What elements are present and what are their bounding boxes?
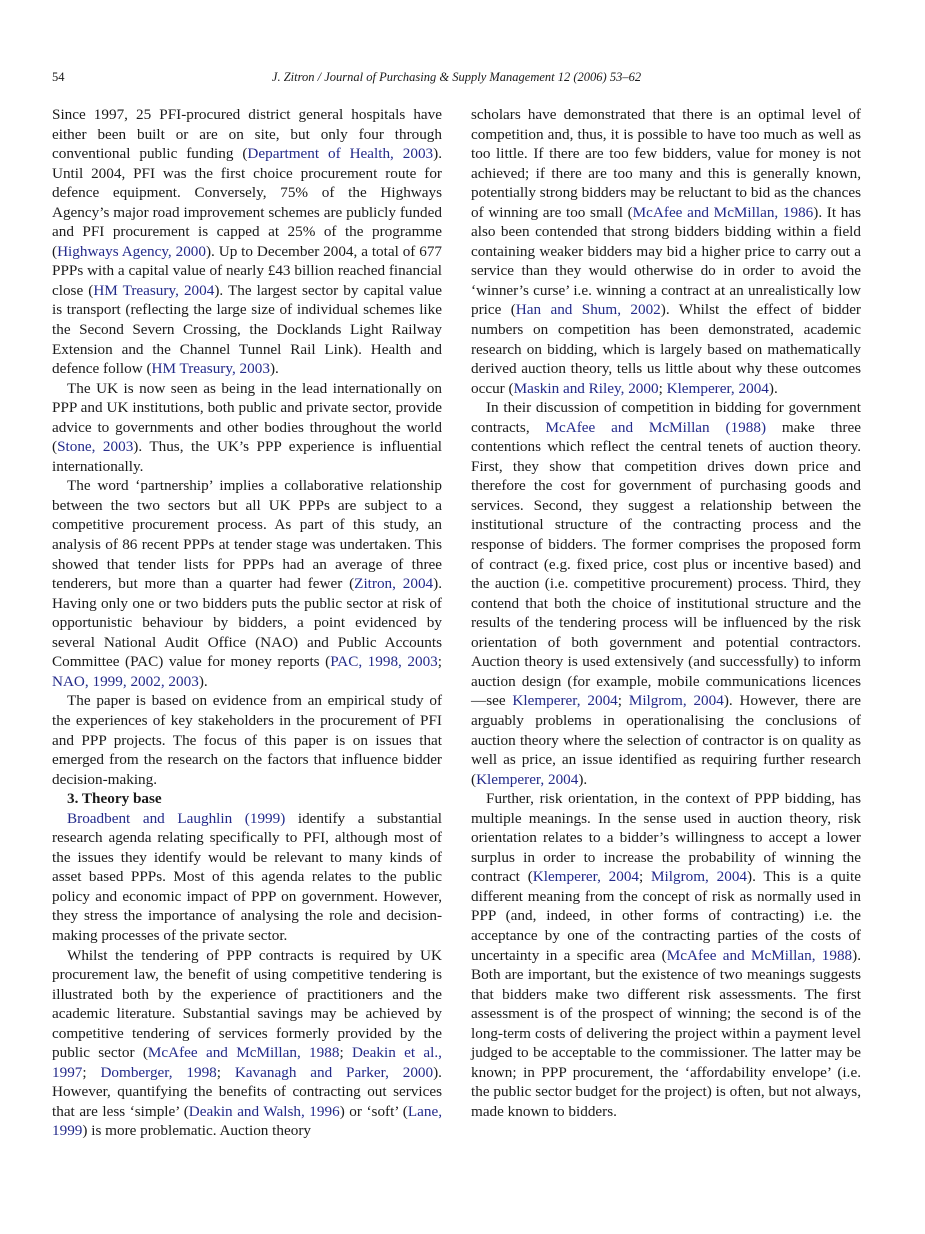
right-column bbox=[471, 105, 861, 1121]
citation-link[interactable]: HM Treasury, 2003 bbox=[151, 360, 270, 378]
section-heading: 3. Theory base bbox=[67, 790, 162, 808]
citation-link[interactable]: Domberger, 1998 bbox=[100, 1063, 217, 1081]
right-paragraphs bbox=[471, 105, 861, 1121]
citation-link[interactable]: Kavanagh and Parker, 2000 bbox=[234, 1063, 434, 1081]
body-text: The paper is based on evidence from an empirical study of the experiences of key stakeholders in the procurement of PFI and PPP projects. The focus of this paper is on issues that emerged from the research on the factors that influence bidder decision-making. bbox=[52, 692, 442, 788]
citation-link[interactable]: McAfee and McMillan, 1988 bbox=[147, 1044, 340, 1062]
body-text: ). bbox=[768, 379, 778, 397]
citation-link[interactable]: NAO, 1999, 2002, 2003 bbox=[52, 672, 199, 690]
body-text: ). Whilst the effect of bidder numbers on competition has been demonstrated, academic research on bidding, which is largely based on mathematically derived auction theory, tells us little about why these outcomes occur ( bbox=[471, 301, 861, 397]
body-text: ; bbox=[82, 1063, 101, 1081]
body-text: ) or ‘soft’ ( bbox=[339, 1102, 408, 1120]
paragraph bbox=[52, 809, 442, 946]
body-text: ). Both are important, but the existence of two meanings suggests that bidders make two different risk assessments. The first assessment is of the prospect of winning; the second is of the long-term costs of delivering the project within a payment level judged to be acceptable to the commissioner. The latter may be known; in PPP procurement, the ‘affordability envelope’ (i.e. the public sector budget for the project) is often, but not always, made known to bidders. bbox=[471, 946, 861, 1120]
paragraph bbox=[52, 105, 442, 379]
body-text: In their discussion of competition in bidding for government contracts, bbox=[471, 399, 861, 436]
citation-link[interactable]: Klemperer, 2004 bbox=[532, 868, 640, 886]
body-text: Whilst the tendering of PPP contracts is required by UK procurement law, the benefit of using competitive tendering is illustrated both by the experience of practitioners and the academic literature. Substantial savings may be achieved by competitive tendering of services formerly provided by the public sector ( bbox=[52, 946, 442, 1062]
paragraph bbox=[52, 476, 442, 691]
body-text: scholars have demonstrated that there is an optimal level of competition and, thus, it is possible to have too much as well as too little. If there are too few bidders, value for money is not achieved; if there are too many and this is generally known, potentially strong bidders may be reluctant to bid as the chances of winning are too small ( bbox=[471, 106, 861, 221]
citation-link[interactable]: Klemperer, 2004 bbox=[666, 379, 769, 397]
body-text: ). However, quantifying the benefits of contracting out services that are less ‘simple’ ( bbox=[52, 1063, 442, 1120]
citation-link[interactable]: Highways Agency, 2000 bbox=[57, 242, 206, 260]
body-text: ; bbox=[216, 1063, 235, 1081]
citation-link[interactable]: McAfee and McMillan, 1988 bbox=[666, 946, 853, 964]
body-text: ; bbox=[658, 379, 667, 397]
left-paragraphs bbox=[52, 105, 442, 789]
citation-link[interactable]: Han and Shum, 2002 bbox=[515, 301, 661, 319]
page-number: 54 bbox=[52, 70, 65, 84]
citation-link[interactable]: Klemperer, 2004 bbox=[512, 692, 618, 710]
running-head bbox=[52, 70, 861, 90]
paragraph bbox=[52, 691, 442, 789]
body-text: ). Having only one or two bidders puts the public sector at risk of opportunistic behaviour by bidders, a point evidenced by several National Audit Office (NAO) and Public Accounts Committee (PAC) value for money reports ( bbox=[52, 575, 442, 671]
body-text: Since 1997, 25 PFI-procured district general hospitals have either been built or are on site, but only four through conventional public funding ( bbox=[52, 106, 442, 163]
citation-link[interactable]: Broadbent and Laughlin (1999) bbox=[67, 809, 286, 827]
body-text: ). Up to December 2004, a total of 677 PPPs with a capital value of nearly £43 billion reached financial close ( bbox=[52, 242, 443, 299]
body-text: ). bbox=[198, 672, 208, 690]
citation-link[interactable]: HM Treasury, 2004 bbox=[93, 281, 215, 299]
left-column bbox=[52, 105, 442, 1141]
body-text: ; bbox=[339, 1044, 352, 1062]
citation-link[interactable]: McAfee and McMillan (1988) bbox=[545, 418, 766, 436]
citation-link[interactable]: Deakin and Walsh, 1996 bbox=[188, 1102, 340, 1120]
citation-link[interactable]: Milgrom, 2004 bbox=[651, 868, 748, 886]
paragraph bbox=[471, 789, 861, 1121]
citation-link[interactable]: Maskin and Riley, 2000 bbox=[513, 379, 659, 397]
body-text: ). It has also been contended that strong bidders bidding within a field containing weaker bidders may bid a higher price to carry out a service than they would otherwise do in order to avoid the ‘winner’s curse’ i.e. winning a contract at an unrealistically low price ( bbox=[471, 203, 861, 319]
body-text: ). bbox=[578, 770, 588, 788]
citation-link[interactable]: McAfee and McMillan, 1986 bbox=[632, 203, 814, 221]
citation-link[interactable]: Department of Health, 2003 bbox=[247, 145, 434, 163]
body-text: ; bbox=[437, 653, 443, 671]
body-text: ) is more problematic. Auction theory bbox=[82, 1122, 311, 1140]
body-text: Further, risk orientation, in the context of PPP bidding, has multiple meanings. In the sense used in auction theory, risk orientation relates to a bidder’s willingness to accept a lower surplus in order to increase the probability of winning the contract ( bbox=[471, 790, 861, 886]
body-text: ). The largest sector by capital value is transport (reflecting the large size of individual schemes like the Second Severn Crossing, the Docklands Light Railway Extension and the Channel Tunnel Rail Link). Health and defence follow ( bbox=[52, 281, 443, 378]
paragraph bbox=[471, 105, 861, 398]
citation-link[interactable]: Deakin et al., 1997 bbox=[52, 1044, 442, 1081]
body-text: identify a substantial research agenda relating specifically to PFI, although most of the issues they identify would be relevant to many kinds of asset based PPPs. Most of this agenda relates to the public policy and economic impact of PPP on government. However, they stress the importance of analysing the role and decision-making processes of the private sector. bbox=[52, 809, 442, 944]
body-text: ). Until 2004, PFI was the first choice procurement route for defence equipment. Conversely, 75% of the Highways Agency’s major road improvement schemes are publicly funded and PFI procurement is capped at 25% of the programme ( bbox=[52, 145, 442, 260]
paragraph bbox=[52, 379, 442, 477]
journal-reference: J. Zitron / Journal of Purchasing & Supply Management 12 (2006) 53–62 bbox=[271, 70, 642, 84]
body-text: ). This is a quite different meaning from the concept of risk as normally used in PPP (and, indeed, in other forms of contracting) i.e. the acceptance by one of the contracting parties of the costs of uncertainty in a specific area ( bbox=[471, 868, 861, 964]
body-text: ). bbox=[269, 360, 279, 378]
body-text: make three contentions which reflect the central tenets of auction theory. First, they show that competition drives down price and therefore the cost for government of purchasing goods and services. Second, they suggest a relationship between the institutional structure of the contracting process and the response of bidders. The former comprises the proposed form of contract (e.g. fixed price, cost plus or incentive based) and the auction (i.e. competitive procurement) process. Third, they contend that both the choice of institutional structure and the results of the tendering process will be influenced by the risk orientation of both government and potential contractors. Auction theory is used extensively (and successfully) to inform auction design (for example, mobile communications licences—see bbox=[471, 418, 861, 710]
body-text: The word ‘partnership’ implies a collaborative relationship between the two sectors but all UK PPPs are subject to a competitive procurement process. As part of this study, an analysis of 86 recent PPPs at tender stage was undertaken. This showed that tender lists for PPPs had an average of three tenderers, but more than a quarter had fewer ( bbox=[52, 477, 442, 593]
body-text: ; bbox=[639, 868, 652, 886]
citation-link[interactable]: Klemperer, 2004 bbox=[476, 770, 579, 788]
body-text: ; bbox=[617, 692, 629, 710]
citation-link[interactable]: PAC, 1998, 2003 bbox=[330, 653, 438, 671]
citation-link[interactable]: Lane, 1999 bbox=[52, 1102, 442, 1140]
section-paragraphs bbox=[52, 809, 442, 1141]
body-text: ). However, there are arguably problems in operationalising the conclusions of auction theory where the selection of contractor is on quality as well as price, an issue identified as requiring further research ( bbox=[471, 692, 861, 788]
citation-link[interactable]: Milgrom, 2004 bbox=[628, 692, 724, 710]
body-text: The UK is now seen as being in the lead internationally on PPP and UK institutions, both public and private sector, provide advice to governments and other bodies throughout the world ( bbox=[52, 379, 442, 456]
paragraph bbox=[52, 946, 442, 1141]
body-text: ). Thus, the UK’s PPP experience is influential internationally. bbox=[52, 438, 442, 475]
paragraph bbox=[471, 398, 861, 789]
citation-link[interactable]: Zitron, 2004 bbox=[354, 575, 434, 593]
citation-link[interactable]: Stone, 2003 bbox=[57, 438, 134, 456]
